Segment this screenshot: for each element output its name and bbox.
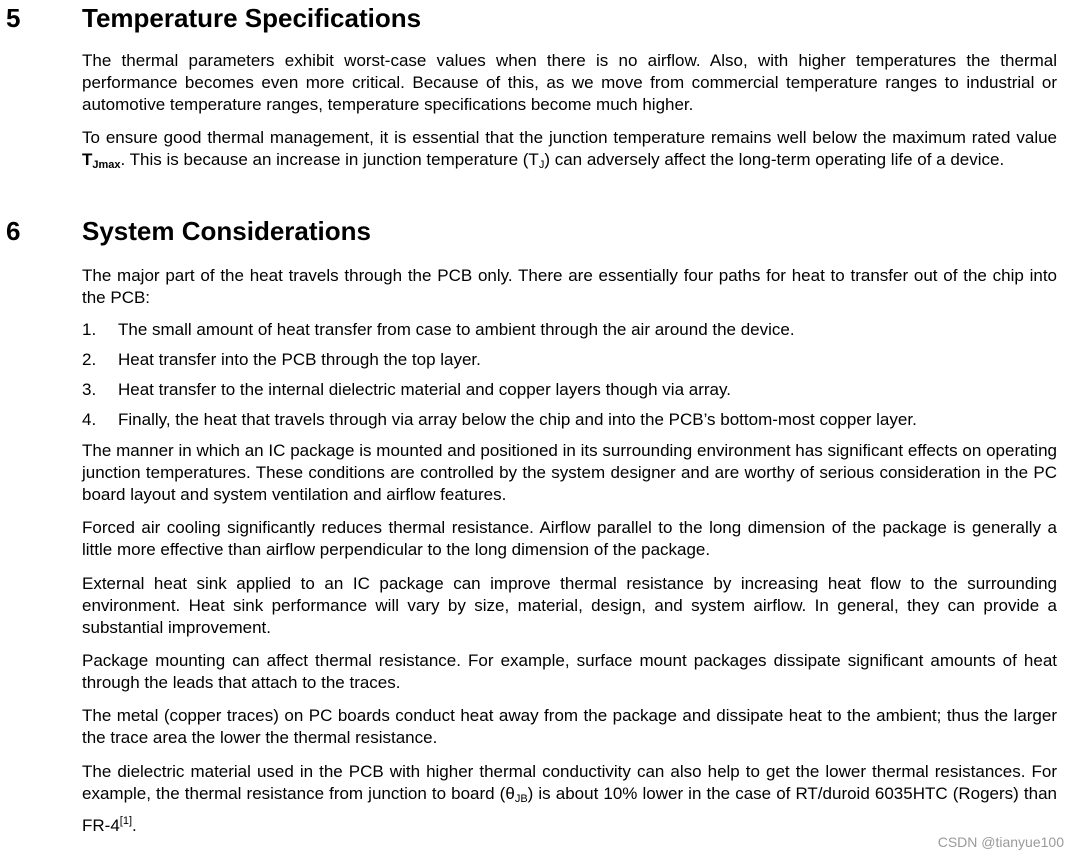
symbol-subscript: J bbox=[538, 158, 545, 171]
text-run: The dielectric material used in the PCB with higher thermal conductivity can also help to get the lower thermal resistances. For example, the thermal resistance from junction to board ( bbox=[82, 762, 1057, 803]
list-text: Heat transfer into the PCB through the top layer. bbox=[118, 350, 481, 369]
paragraph-thermal-parameters: The thermal parameters exhibit worst-case values when there is no airflow. Also, with higher temperatures the thermal performance becomes even more critical. Because of this, as we move from commercial temperature ranges to industrial or automotive temperature ranges, temperature specifications become much higher. bbox=[82, 51, 1057, 114]
symbol-subscript: JB bbox=[514, 792, 528, 805]
section-number: 6 bbox=[6, 216, 21, 246]
text-run: ) can adversely affect the long-term operating life of a device. bbox=[544, 149, 1005, 169]
paragraph-external-heat-sink: External heat sink applied to an IC package can improve thermal resistance by increasing heat flow to the surrounding environment. Heat sink performance will vary by size, material, design, and system airflow. In general, they can provide a substantial improvement. bbox=[82, 574, 1057, 637]
paragraph-package-mounting-environment: The manner in which an IC package is mounted and positioned in its surrounding environment has significant effects on operating junction temperatures. These conditions are controlled by the system designer and are worthy of serious consideration in the PC board layout and system ventilation and airflow features. bbox=[82, 441, 1057, 504]
symbol-main: T bbox=[82, 149, 93, 169]
section-title: System Considerations bbox=[82, 216, 371, 246]
text-run: . This is because an increase in junction temperature (T bbox=[120, 149, 539, 169]
list-number: 2. bbox=[82, 350, 97, 369]
text-run: . bbox=[132, 815, 137, 835]
symbol-subscript: Jmax bbox=[92, 158, 121, 171]
paragraph-dielectric-material bbox=[82, 761, 1057, 836]
watermark: CSDN @tianyue100 bbox=[937, 834, 1064, 850]
paragraph-forced-air-cooling: Forced air cooling significantly reduces thermal resistance. Airflow parallel to the long dimension of the package is generally a little more effective than airflow perpendicular to the long dimension of the package. bbox=[82, 518, 1057, 559]
text-run: To ensure good thermal management, it is essential that the junction temperature remains well below the maximum rated value bbox=[82, 128, 1057, 147]
list-number: 3. bbox=[82, 380, 97, 399]
reference-marker[interactable]: [1] bbox=[119, 814, 133, 827]
list-text: Finally, the heat that travels through via array below the chip and into the PCB’s bottom-most copper layer. bbox=[118, 410, 917, 429]
paragraph-thermal-management bbox=[82, 127, 1057, 177]
paragraph-copper-traces: The metal (copper traces) on PC boards conduct heat away from the package and dissipate heat to the ambient; thus the larger the trace area the lower the thermal resistance. bbox=[82, 706, 1057, 747]
theta-symbol: θ bbox=[505, 783, 515, 803]
list-text: Heat transfer to the internal dielectric material and copper layers though via array. bbox=[118, 380, 731, 399]
tjmax-symbol bbox=[82, 150, 121, 169]
section-title: Temperature Specifications bbox=[82, 3, 422, 33]
list-text: The small amount of heat transfer from case to ambient through the air around the device. bbox=[118, 320, 795, 339]
paragraph-package-mounting: Package mounting can affect thermal resistance. For example, surface mount packages dissipate significant amounts of heat through the leads that attach to the traces. bbox=[82, 651, 1057, 692]
list-number: 1. bbox=[82, 320, 97, 339]
text-run: ) is about 10% lower in the case of RT/duroid 6035HTC (Rogers) than FR-4 bbox=[82, 783, 1057, 835]
paragraph-heat-paths-intro: The major part of the heat travels through the PCB only. There are essentially four paths for heat to transfer out of the chip into the PCB: bbox=[82, 266, 1057, 307]
section-number: 5 bbox=[6, 3, 21, 33]
list-number: 4. bbox=[82, 410, 97, 429]
